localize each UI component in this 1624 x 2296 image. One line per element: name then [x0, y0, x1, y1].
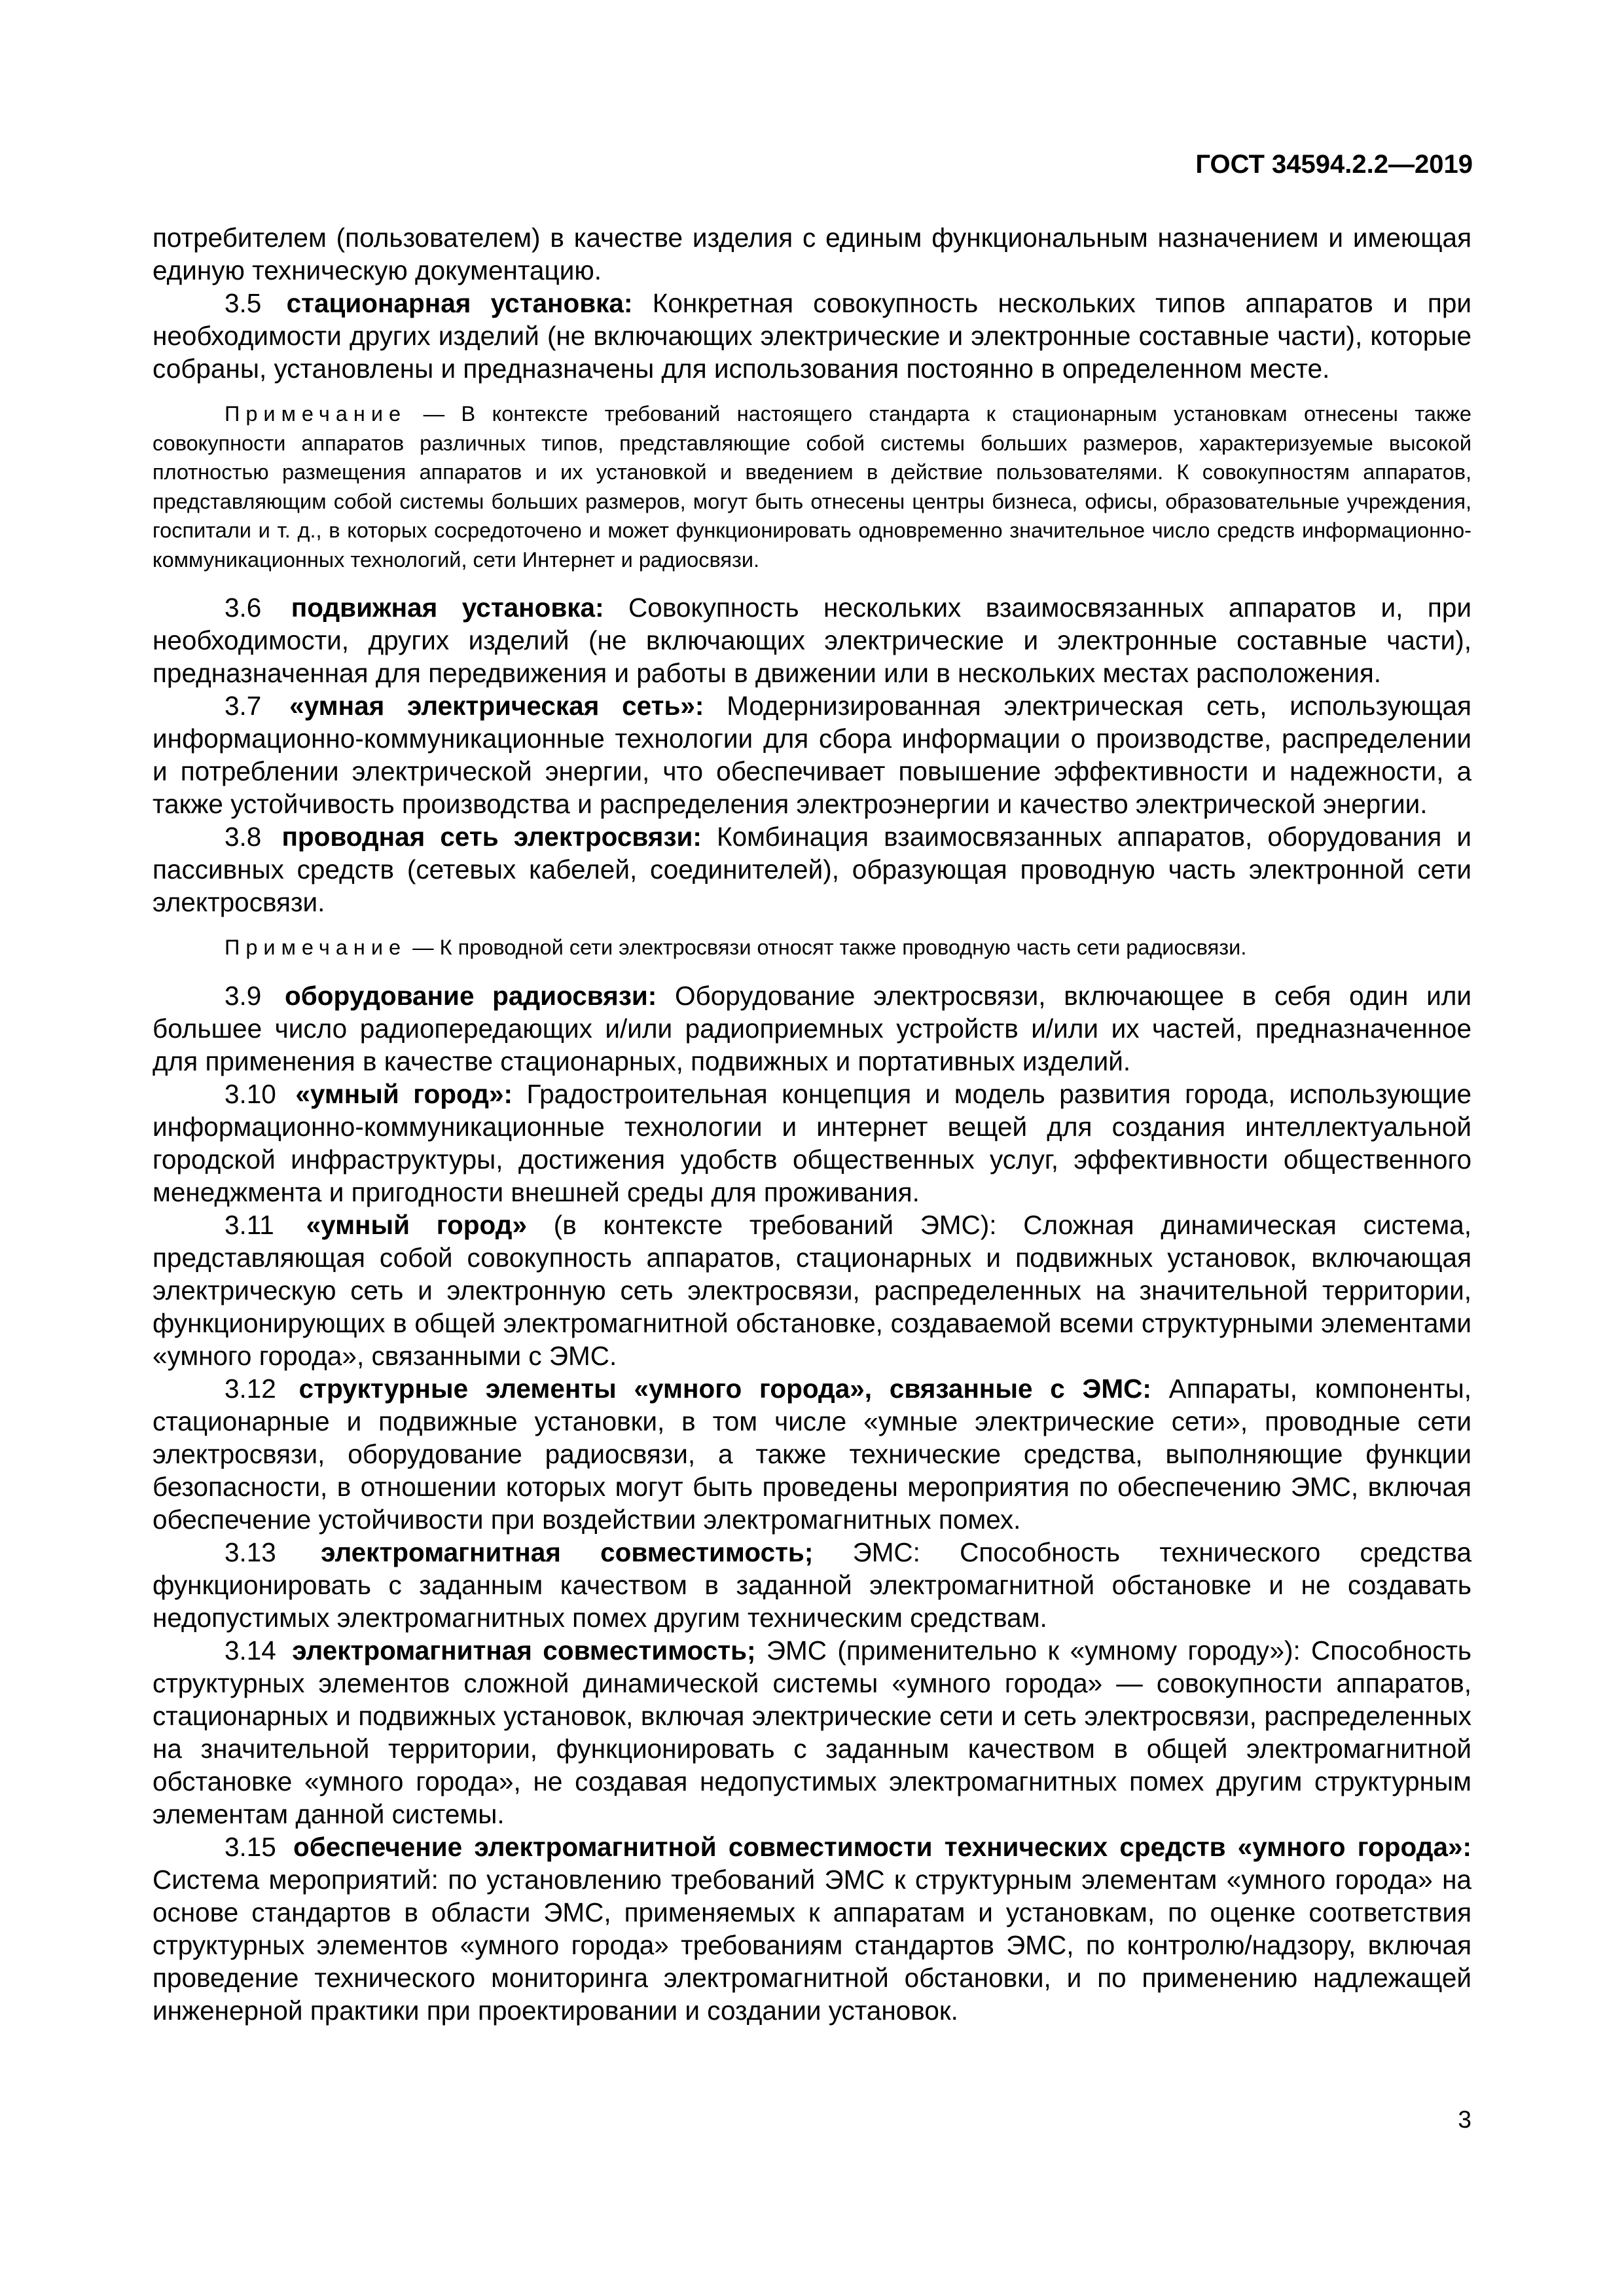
- definition-text: Конкретная совокупность нескольких типов аппаратов и при необходимости других изделий (не включающих электрические и электронные составные части), которые собраны, установлены и предназначены для использования постоянно в определенном месте.: [153, 288, 1471, 384]
- item-number: 3.13: [225, 1537, 276, 1567]
- definition-3-15: [153, 1831, 1471, 2027]
- continuation-paragraph: потребителем (пользователем) в качестве изделия с единым функциональным назначением и имеющая единую техническую документацию.: [153, 223, 1471, 285]
- definition-text: Система мероприятий: по установлению требований ЭМС к структурным элементам «умного города» на основе стандартов в области ЭМС, применяемых к аппаратам и установкам, по оценке соответствия структурных элементов «умного города» требованиям стандартов ЭМС, по контролю/надзору, включая проведение технического мониторинга электромагнитной обстановки, и по применению надлежащей инженерной практики при проектировании и создании установок.: [153, 1864, 1471, 2026]
- term: электромагнитная совместимость;: [292, 1635, 756, 1666]
- definition-3-11: [153, 1209, 1471, 1372]
- definition-text: Аппараты, компоненты, стационарные и подвижные установки, в том числе «умные электрические сети», проводные сети электросвязи, оборудование радиосвязи, а также технические средства, выполняющие функции безопасности, в отношении которых могут быть проведены мероприятия по обеспечению ЭМС, включая обеспечение устойчивости при воздействии электромагнитных помех.: [153, 1373, 1471, 1535]
- term: электромагнитная совместимость;: [321, 1537, 814, 1567]
- definition-3-7: [153, 689, 1471, 820]
- page-number: 3: [1458, 2106, 1471, 2133]
- definition-text: Модернизированная электрическая сеть, использующая информационно-коммуникационные технологии для сбора информации о производстве, распределении и потреблении электрической энергии, что обеспечивает повышение эффективности и надежности, а также устойчивость производства и распределения электроэнергии и качество электрической энергии.: [153, 691, 1471, 819]
- definition-3-9: [153, 979, 1471, 1078]
- definition-text: Совокупность нескольких взаимосвязанных аппаратов и, при необходимости, других изделий (не включающих электрические и электронные составные части), предназначенная для передвижения и работы в движении или в нескольких местах расположения.: [153, 592, 1471, 688]
- item-number: 3.9: [225, 980, 262, 1011]
- term: стационарная установка:: [286, 288, 633, 318]
- definition-3-5: [153, 287, 1471, 385]
- note-text: — К проводной сети электросвязи относят также проводную часть сети радиосвязи.: [412, 936, 1247, 959]
- term: «умный город»:: [295, 1078, 513, 1109]
- definition-text: ЭМС: Способность технического средства функционировать с заданным качеством в заданной электромагнитной обстановке и не создавать недопустимых электромагнитных помех другим техническим средствам.: [153, 1537, 1471, 1633]
- item-number: 3.5: [225, 288, 262, 318]
- definition-3-8: [153, 820, 1471, 919]
- definition-text: Оборудование электросвязи, включающее в себя один или большее число радиопередающих и/или радиоприемных устройств и/или их частей, предназначенное для применения в качестве стационарных, подвижных и портативных изделий.: [153, 980, 1471, 1076]
- item-number: 3.6: [225, 592, 262, 623]
- definition-3-6: [153, 591, 1471, 689]
- item-number: 3.11: [225, 1209, 274, 1240]
- term: проводная сеть электросвязи:: [281, 822, 702, 852]
- note-wired-network: [153, 933, 1471, 962]
- definition-text: (в контексте требований ЭМС): Сложная динамическая система, представляющая собой совокупность аппаратов, стационарных и подвижных установок, включающая электрическую сеть и электронную сеть электросвязи, распределенных на значительной территории, функционирующих в общей электромагнитной обстановке, создаваемой всеми структурными элементами «умного города», связанными с ЭМС.: [153, 1209, 1471, 1371]
- definition-3-14: [153, 1634, 1471, 1831]
- definition-text: ЭМС (применительно к «умному городу»): Способность структурных элементов сложной динамической системы «умного города» — совокупности аппаратов, стационарных и подвижных установок, включая электрические сети и сеть электросвязи, распределенных на значительной территории, функционировать с заданным качеством в общей электромагнитной обстановке «умного города», не создавая недопустимых электромагнитных помех другим структурным элементам данной системы.: [153, 1635, 1471, 1829]
- note-label: Примечание: [225, 402, 407, 426]
- item-number: 3.7: [225, 691, 262, 721]
- standard-designation: ГОСТ 34594.2.2—2019: [1195, 150, 1473, 179]
- term: обеспечение электромагнитной совместимости технических средств «умного города»:: [293, 1831, 1471, 1862]
- item-number: 3.12: [225, 1373, 276, 1404]
- definition-3-13: [153, 1536, 1471, 1634]
- note-label: Примечание: [225, 936, 407, 959]
- definition-text: Градостроительная концепция и модель развития города, использующие информационно-коммуникационные технологии и интернет вещей для создания интеллектуальной городской инфраструктуры, достижения удобств общественных услуг, эффективности общественного менеджмента и пригодности внешней среды для проживания.: [153, 1078, 1471, 1207]
- term: подвижная установка:: [291, 592, 604, 623]
- definition-text: Комбинация взаимосвязанных аппаратов, оборудования и пассивных средств (сетевых кабелей, соединителей), образующая проводную часть электронной сети электросвязи.: [153, 822, 1471, 917]
- note-stationary-installation: [153, 399, 1471, 574]
- item-number: 3.14: [225, 1635, 276, 1666]
- definition-3-12: [153, 1372, 1471, 1536]
- term: «умная электрическая сеть»:: [289, 691, 704, 721]
- item-number: 3.8: [225, 822, 262, 852]
- term: оборудование радиосвязи:: [285, 980, 657, 1011]
- term: структурные элементы «умного города», связанные с ЭМС:: [298, 1373, 1151, 1404]
- definition-3-10: [153, 1078, 1471, 1209]
- item-number: 3.10: [225, 1078, 276, 1109]
- item-number: 3.15: [225, 1831, 276, 1862]
- document-body: [153, 221, 1471, 2027]
- note-text: — В контексте требований настоящего стандарта к стационарным установкам отнесены также совокупности аппаратов различных типов, представляющие собой системы больших размеров, характеризуемые высокой плотностью размещения аппаратов и их установкой и введением в действие пользователями. К совокупностям аппаратов, представляющим собой системы больших размеров, могут быть отнесены центры бизнеса, офисы, образовательные учреждения, госпитали и т. д., в которых сосредоточено и может функционировать одновременно значительное число средств информационно-коммуникационных технологий, сети Интернет и радиосвязи.: [153, 402, 1471, 572]
- term: «умный город»: [306, 1209, 527, 1240]
